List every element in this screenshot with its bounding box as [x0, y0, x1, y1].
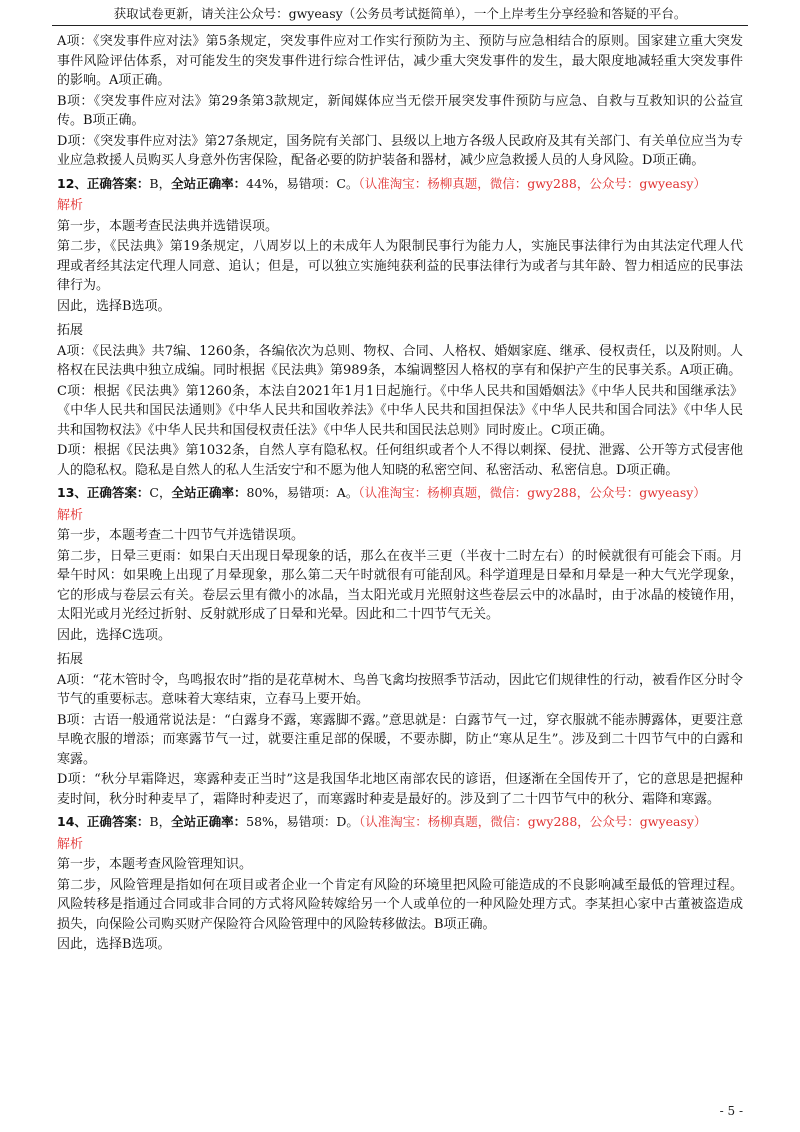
accuracy-value: 58%，易错项：D。: [246, 814, 359, 829]
question-14-number: 14、: [57, 814, 87, 829]
question-12-analysis-step2: 第二步，《民法典》第19条规定，八周岁以上的未成年人为限制民事行为能力人，实施民事法律行为由其法定代理人代理或者经其法定代理人同意、追认；但是，可以独立实施纯获利益的民事法律行为或者与其年龄、智力相适应的民事法律行为。: [57, 239, 743, 293]
answer-label: 正确答案：: [86, 814, 150, 829]
question-14-conclusion: 因此，选择B选项。: [57, 937, 171, 952]
accuracy-value: 44%，易错项：C。: [246, 175, 359, 191]
answer-value: C，: [149, 485, 172, 500]
question-14-analysis-step1: 第一步，本题考查风险管理知识。: [57, 857, 253, 872]
question-13-extension-b: B项：古语一般通常说法是：“白露身不露，寒露脚不露。”意思就是：白露节气一过，穿衣服就不能赤膊露体，更要注意早晚衣服的增添；而寒露节气一过，就要注重足部的保暖，不要赤脚，防止“寒从足生”。涉及到二十四节气中的白露和寒露。: [57, 712, 743, 767]
question-13-analysis-step1: 第一步，本题考查二十四节气并选错误项。: [57, 528, 305, 543]
question-14-analysis-heading: 解析: [57, 836, 84, 852]
accuracy-label: 全站正确率：: [171, 814, 247, 829]
question-13-extension-heading: 拓展: [57, 652, 84, 667]
answer-label: 正确答案：: [86, 175, 150, 191]
question-12-analysis-step1: 第一步，本题考查民法典并选错误项。: [57, 218, 279, 234]
question-13-analysis-step2: 第二步，日晕三更雨：如果白天出现日晕现象的话，那么在夜半三更（半夜十二时左右）的时候就很有可能会下雨。月晕午时风：如果晚上出现了月晕现象，那么第二天午时就很有可能刮风。科学道理是日晕和月晕是一种大气光学现象，它的形成与卷层云有关。卷层云里有微小的冰晶，当太阳光或月光照射这些卷层云中的冰晶时，由于冰晶的棱镜作用，太阳光或月光经过折射、反射就形成了日晕和光晕。因此和二十四节气无关。: [57, 548, 743, 622]
document-body: [57, 32, 743, 956]
answer-value: B，: [149, 814, 172, 829]
question-12-number: 12、: [57, 175, 87, 191]
answer-label: 正确答案：: [86, 485, 150, 500]
intro-paragraph-b: B项：《突发事件应对法》第29条第3款规定，新闻媒体应当无偿开展突发事件预防与应急、自救与互救知识的公益宣传。B项正确。: [57, 93, 743, 128]
question-12-extension-a: A项：《民法典》共7编、1260条，各编依次为总则、物权、合同、人格权、婚姻家庭、继承、侵权责任，以及附则。人格权在民法典中独立成编。同时根据《民法典》第989条，本编调整因人格权的享有和保护产生的民事关系。A项正确。: [57, 343, 743, 378]
question-13-answer-line: [57, 483, 743, 503]
question-12-extension-heading: 拓展: [57, 323, 84, 338]
question-14-analysis-step2: 第二步，风险管理是指如何在项目或者企业一个肯定有风险的环境里把风险可能造成的不良影响减至最低的管理过程。风险转移是指通过合同或非合同的方式将风险转嫁给另一个人或单位的一种风险处理方式。李某担心家中古董被盗造成损失，向保险公司购买财产保险符合风险管理中的风险转移做法。B项正确。: [57, 877, 743, 932]
page-header-banner: 获取试卷更新，请关注公众号：gwyeasy（公务员考试挺简单），一个上岸考生分享经验和答疑的平台。: [113, 6, 687, 21]
question-12-answer-line: [57, 174, 743, 194]
question-13-extension-a: A项：“花木管时令，鸟鸣报农时”指的是花草树木、鸟兽飞禽均按照季节活动，因此它们规律性的行动，被看作区分时令节气的重要标志。意味着大寒结束，立春马上要开始。: [57, 672, 743, 707]
accuracy-label: 全站正确率：: [171, 485, 247, 500]
question-13-analysis-heading: 解析: [57, 507, 84, 523]
accuracy-label: 全站正确率：: [171, 175, 247, 191]
question-12-conclusion: 因此，选择B选项。: [57, 298, 171, 314]
accuracy-value: 80%，易错项：A。: [246, 485, 359, 500]
question-12-extension-c: C项：根据《民法典》第1260条，本法自2021年1月1日起施行。《中华人民共和国婚姻法》《中华人民共和国继承法》《中华人民共和国民法通则》《中华人民共和国收养法》《中华人民共和国担保法》《中华人民共和国合同法》《中华人民共和国物权法》《中华人民共和国侵权责任法》《中华人民共和国民法总则》同时废止。C项正确。: [57, 383, 743, 438]
promo-text: （认准淘宝：杨柳真题，微信：gwy288，公众号：gwyeasy）: [358, 485, 706, 500]
question-13-conclusion: 因此，选择C选项。: [57, 627, 171, 643]
promo-text: （认准淘宝：杨柳真题，微信：gwy288，公众号：gwyeasy）: [358, 175, 706, 191]
answer-value: B，: [149, 175, 172, 191]
promo-text: （认准淘宝：杨柳真题，微信：gwy288，公众号：gwyeasy）: [358, 814, 707, 829]
question-12-extension-d: D项：根据《民法典》第1032条，自然人享有隐私权。任何组织或者个人不得以刺探、侵扰、泄露、公开等方式侵害他人的隐私权。隐私是自然人的私人生活安宁和不愿为他人知晓的私密空间、私密活动、私密信息。D项正确。: [57, 443, 743, 478]
header-divider: [52, 25, 748, 26]
intro-paragraph-d: D项：《突发事件应对法》第27条规定，国务院有关部门、县级以上地方各级人民政府及其有关部门、有关单位应当为专业应急救援人员购买人身意外伤害保险，配备必要的防护装备和器材，减少应急救援人员的人身风险。D项正确。: [57, 133, 743, 168]
question-12-analysis-heading: 解析: [57, 198, 84, 213]
intro-paragraph-a: A项：《突发事件应对法》第5条规定，突发事件应对工作实行预防为主、预防与应急相结合的原则。国家建立重大突发事件风险评估体系，对可能发生的突发事件进行综合性评估，减少重大突发事件的发生，最大限度地减轻重大突发事件的影响。A项正确。: [57, 34, 743, 88]
question-14-answer-line: [57, 812, 743, 832]
question-13-number: 13、: [57, 485, 87, 500]
question-13-extension-d: D项：“秋分早霜降迟，寒露种麦正当时”这是我国华北地区南部农民的谚语，但逐渐在全国传开了，它的意思是把握种麦时间，秋分时种麦早了，霜降时种麦迟了，而寒露时种麦是最好的。涉及到了二十四节气中的秋分、霜降和寒露。: [57, 772, 743, 807]
page-number: - 5 -: [719, 1104, 743, 1118]
